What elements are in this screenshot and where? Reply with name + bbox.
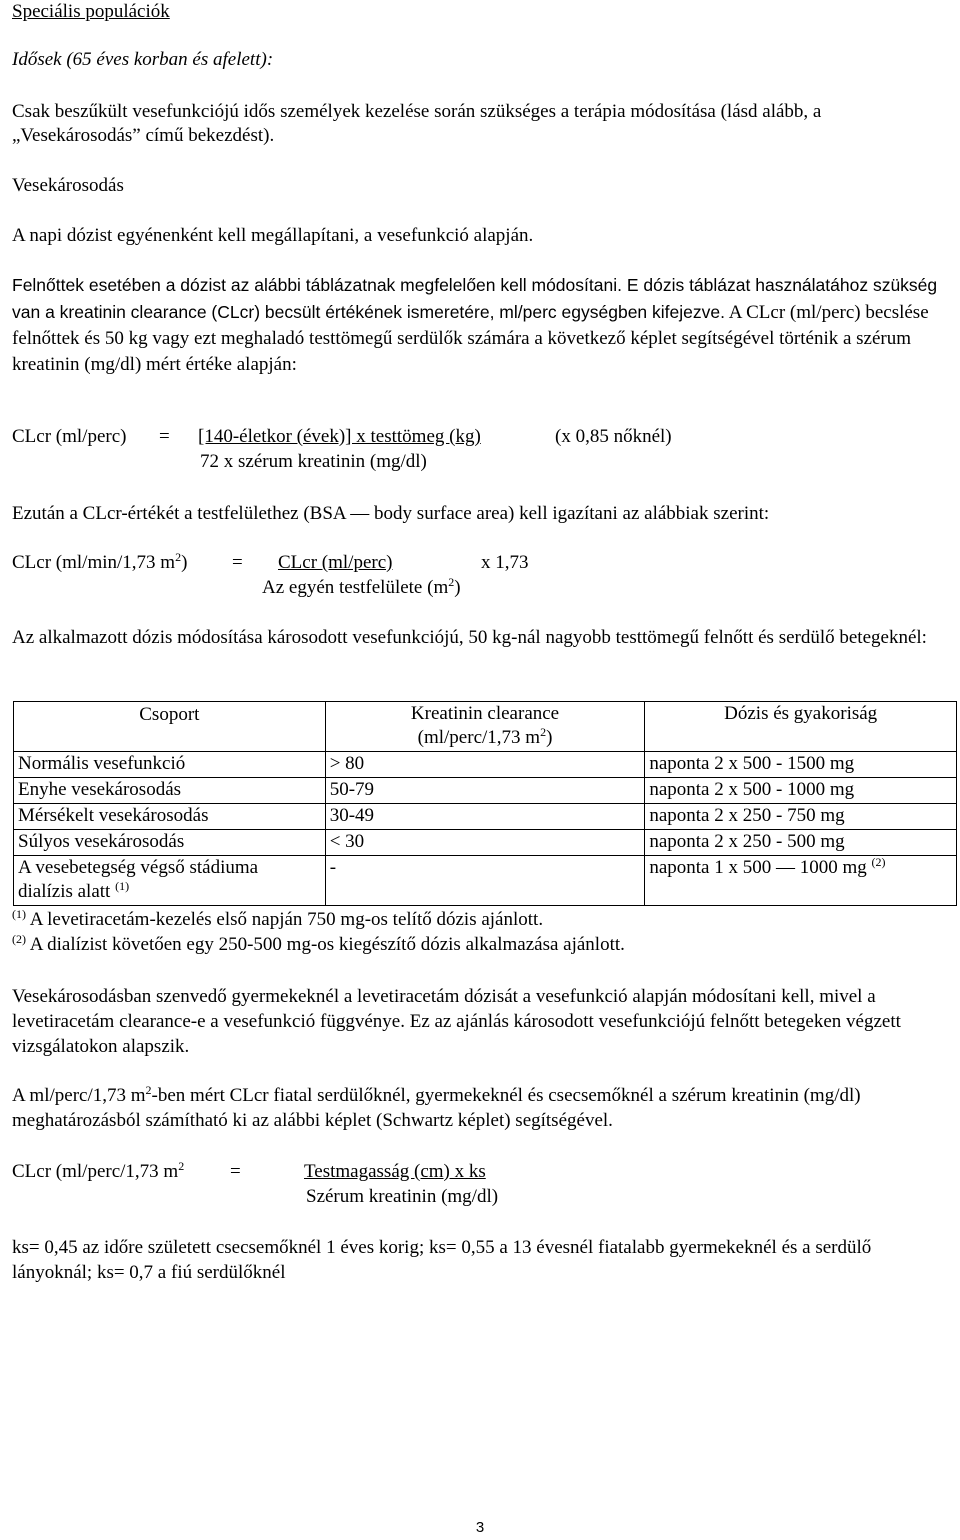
schwartz-text-b: -ben mért CLcr fiatal serdülőknél, gyermekeknél és csecsemőknél a szérum kreatinin (mg/dl) meghatározásból számítható ki az alábbi képlet (Schwartz képlet) segítségével. xyxy=(12,1085,861,1131)
formula1-suffix: (x 0,85 nőknél) xyxy=(555,426,672,447)
row-dose: naponta 2 x 250 - 500 mg xyxy=(645,830,957,856)
header-group-text: Csoport xyxy=(139,704,200,725)
row-clearance: < 30 xyxy=(325,830,645,856)
schwartz-paragraph xyxy=(12,1083,942,1133)
row-clearance: 30-49 xyxy=(325,804,645,830)
schwartz-sup: 2 xyxy=(145,1083,152,1097)
elderly-title: Idősek (65 éves korban és afelett): xyxy=(12,49,274,70)
row-group: Mérsékelt vesekárosodás xyxy=(14,804,326,830)
renal-paragraph-3: A CLcr (ml/perc) becslése felnőttek és 50 kg vagy ezt meghaladó testtömegű serdülők számára a következő képlet segítségével történik a szérum kreatinin (mg/dl) mért értéke alapján: xyxy=(12,302,929,375)
dose-table xyxy=(13,701,957,906)
row-group: Súlyos vesekárosodás xyxy=(14,830,326,856)
row-group-line2 xyxy=(18,880,321,904)
table-row xyxy=(14,830,957,856)
header-group xyxy=(14,702,326,752)
footnote-2 xyxy=(12,933,942,957)
footnote-2-text: A dialízist követően egy 250-500 mg-os kiegészítő dózis alkalmazása ajánlott. xyxy=(29,934,625,955)
header-clearance xyxy=(325,702,645,752)
formula2-denominator xyxy=(262,576,461,600)
formula2-lhs-sup: 2 xyxy=(175,550,182,564)
table-row xyxy=(14,856,957,906)
row-clearance: 50-79 xyxy=(325,778,645,804)
footnote-1-mark: (1) xyxy=(12,907,26,921)
footnote-1 xyxy=(12,908,942,932)
bsa-paragraph: Ezután a CLcr-értékét a testfelülethez (BSA — body surface area) kell igazítani az alábbiak szerint: xyxy=(12,503,770,524)
row-dose-footnote-mark: (2) xyxy=(871,855,886,869)
formula2-den-text: Az egyén testfelülete (m xyxy=(262,577,449,598)
row-dose-text: naponta 1 x 500 — 1000 mg xyxy=(649,857,867,878)
formula1-equals: = xyxy=(159,426,170,447)
header-dose xyxy=(645,702,957,752)
formula3-lhs xyxy=(12,1160,184,1184)
elderly-paragraph: Csak beszűkült vesefunkciójú idős személyek kezelése során szükséges a terápia módosítása (lásd alább, a „Vesekárosodás” című bekezdést). xyxy=(12,101,822,146)
formula1-numerator: [140-életkor (évek)] x testtömeg (kg) xyxy=(198,426,481,447)
row-group-footnote-mark: (1) xyxy=(115,879,130,893)
table-row xyxy=(14,804,957,830)
page-number: 3 xyxy=(475,1519,485,1536)
formula2-den-end: ) xyxy=(454,577,461,598)
header-clearance-end: ) xyxy=(546,727,553,748)
row-dose: naponta 2 x 250 - 750 mg xyxy=(645,804,957,830)
renal-paragraph-2-sans: Felnőttek esetében a dózist az alábbi táblázatnak megfelelően kell módosítani. E dózis táblázat használatához szükség van a kreatinin clearance (CLcr) becsült értékének ismeretére, ml/perc egységben kifejezve. xyxy=(12,275,938,322)
header-clearance-line2 xyxy=(330,726,641,750)
ks-paragraph: ks= 0,45 az időre született csecsemőknél 1 éves korig; ks= 0,55 a 13 évesnél fiatalabb gyermekeknél és a serdülő lányoknál; ks= 0,7 a fiú serdülőknél xyxy=(12,1237,872,1283)
renal-paragraph-2 xyxy=(12,272,942,378)
section-heading: Speciális populációk xyxy=(12,1,170,22)
formula1-denominator: 72 x szérum kreatinin (mg/dl) xyxy=(200,451,427,472)
footnote-1-text: A levetiracetám-kezelés első napján 750 mg-os telítő dózis ajánlott. xyxy=(29,909,544,930)
renal-paragraph-1: A napi dózist egyénenként kell megállapítani, a vesefunkció alapján. xyxy=(12,225,534,246)
table-header-row xyxy=(14,702,957,752)
formula2-suffix: x 1,73 xyxy=(481,552,529,573)
formula2-lhs xyxy=(12,551,187,575)
row-group: Enyhe vesekárosodás xyxy=(14,778,326,804)
table-row xyxy=(14,778,957,804)
formula2-numerator: CLcr (ml/perc) xyxy=(278,552,393,573)
schwartz-text-a: A ml/perc/1,73 m xyxy=(12,1085,146,1106)
formula2-den-sup: 2 xyxy=(448,575,455,589)
row-dose xyxy=(645,856,957,906)
renal-title: Vesekárosodás xyxy=(12,175,124,196)
formula3-lhs-sup: 2 xyxy=(178,1159,185,1173)
row-clearance: > 80 xyxy=(325,752,645,778)
footnote-2-mark: (2) xyxy=(12,932,26,946)
header-dose-text: Dózis és gyakoriság xyxy=(724,703,878,724)
formula1-lhs: CLcr (ml/perc) xyxy=(12,426,127,447)
formula2-lhs-end: ) xyxy=(181,552,188,573)
formula3-numerator: Testmagasság (cm) x ks xyxy=(304,1161,486,1182)
row-dose: naponta 2 x 500 - 1000 mg xyxy=(645,778,957,804)
header-clearance-unit: (ml/perc/1,73 m xyxy=(417,727,541,748)
row-group xyxy=(14,856,326,906)
row-clearance: - xyxy=(325,856,645,906)
header-clearance-line1: Kreatinin clearance xyxy=(410,703,560,724)
table-intro: Az alkalmazott dózis módosítása károsodott vesefunkciójú, 50 kg-nál nagyobb testtömegű felnőtt és serdülő betegeknél: xyxy=(12,627,927,648)
row-group: Normális vesefunkció xyxy=(14,752,326,778)
row-group-line2-text: dialízis alatt xyxy=(18,881,111,902)
formula3-equals: = xyxy=(230,1161,241,1182)
formula3-lhs-text: CLcr (ml/perc/1,73 m xyxy=(12,1161,179,1182)
row-dose: naponta 2 x 500 - 1500 mg xyxy=(645,752,957,778)
formula2-equals: = xyxy=(232,552,243,573)
table-row xyxy=(14,752,957,778)
formula2-lhs-text: CLcr (ml/min/1,73 m xyxy=(12,552,176,573)
formula3-denominator: Szérum kreatinin (mg/dl) xyxy=(306,1186,499,1207)
header-clearance-sup: 2 xyxy=(540,725,547,739)
children-paragraph: Vesekárosodásban szenvedő gyermekeknél a levetiracetám dózisát a vesefunkció alapján módosítani kell, mivel a levetiracetám clearance-e a vesefunkció függvénye. Ez az ajánlás károsodott vesefunkciójú felnőtt betegeken végzett vizsgálatokon alapszik. xyxy=(12,986,901,1057)
row-group-line1: A vesebetegség végső stádiuma xyxy=(18,857,259,878)
